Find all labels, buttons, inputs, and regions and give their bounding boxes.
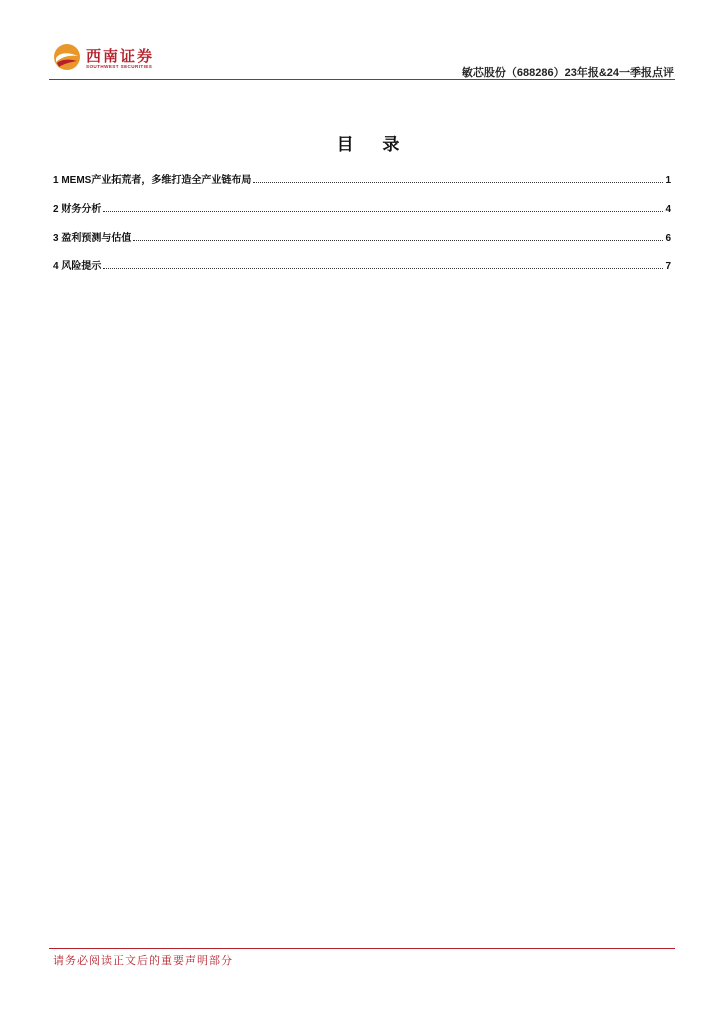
toc-dot-leader [103,268,663,269]
header-divider [49,79,675,80]
logo-chinese-name: 西南证券 [86,47,155,65]
toc-entry[interactable] [53,172,671,186]
footer-divider [49,948,675,949]
toc-dot-leader [103,211,663,212]
sun-logo-icon [53,43,81,71]
toc-entry[interactable] [53,258,671,272]
report-title: 敏芯股份（688286）23年报&24一季报点评 [461,67,674,79]
table-of-contents [53,172,671,287]
toc-title: 目 录 [336,135,412,154]
toc-entry-page: 1 [665,175,671,186]
toc-dot-leader [133,240,663,241]
toc-entry-page: 6 [665,232,671,244]
toc-entry-label: 1 MEMS产业拓荒者，多维打造全产业链布局 [53,175,252,186]
toc-entry[interactable] [53,230,671,244]
logo-english-name: SOUTHWEST SECURITIES [86,64,153,69]
toc-dot-leader [253,182,663,183]
toc-entry-page: 7 [665,261,671,273]
toc-entry[interactable] [53,201,671,215]
footer-disclaimer: 请务必阅读正文后的重要声明部分 [53,954,233,967]
toc-entry-label: 3 盈利预测与估值 [53,232,132,244]
toc-entry-page: 4 [665,203,671,215]
company-logo [53,43,183,75]
toc-entry-label: 4 风险提示 [53,261,102,273]
toc-entry-label: 2 财务分析 [53,203,102,215]
